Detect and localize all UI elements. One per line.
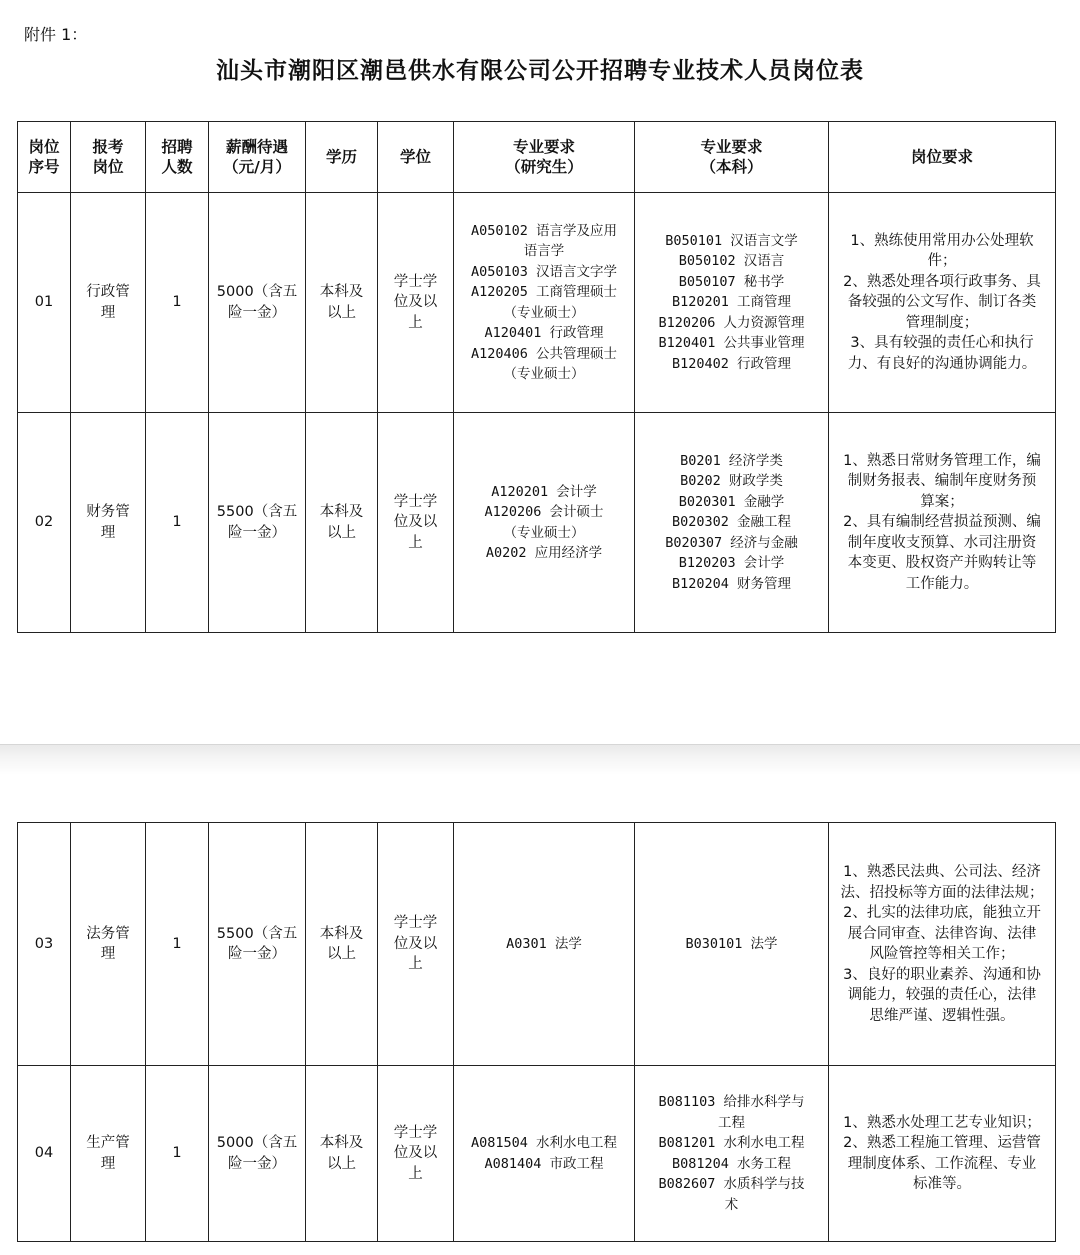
cell-degree: 学士学 位及以 上 bbox=[378, 193, 454, 413]
cell-degree: 学士学 位及以 上 bbox=[378, 823, 454, 1066]
cell-seq: 01 bbox=[18, 193, 71, 413]
header-education: 学历 bbox=[306, 122, 378, 193]
cell-education: 本科及 以上 bbox=[306, 1066, 378, 1242]
cell-count: 1 bbox=[146, 823, 209, 1066]
cell-seq: 04 bbox=[18, 1066, 71, 1242]
header-seq: 岗位 序号 bbox=[18, 122, 71, 193]
cell-count: 1 bbox=[146, 1066, 209, 1242]
cell-major-grad: A050102 语言学及应用 语言学 A050103 汉语言文字学 A120205 工商管理硕士 （专业硕士） A120401 行政管理 A120406 公共管理硕士 （专业硕士） bbox=[454, 193, 635, 413]
cell-salary: 5000（含五 险一金） bbox=[209, 1066, 306, 1242]
attachment-label: 附件 1： bbox=[24, 25, 88, 44]
header-post: 报考 岗位 bbox=[71, 122, 146, 193]
cell-education: 本科及 以上 bbox=[306, 413, 378, 633]
positions-table-part2 bbox=[17, 822, 1056, 1242]
table-row bbox=[18, 413, 1056, 633]
cell-requirements: 1、熟练使用常用办公处理软 件； 2、熟悉处理各项行政事务、具 备较强的公文写作、制订各类 管理制度； 3、具有较强的责任心和执行 力、有良好的沟通协调能力。 bbox=[829, 193, 1056, 413]
cell-salary: 5500（含五 险一金） bbox=[209, 413, 306, 633]
cell-count: 1 bbox=[146, 413, 209, 633]
cell-seq: 03 bbox=[18, 823, 71, 1066]
header-major-grad: 专业要求 （研究生） bbox=[454, 122, 635, 193]
header-salary: 薪酬待遇 （元/月） bbox=[209, 122, 306, 193]
cell-requirements: 1、熟悉水处理工艺专业知识； 2、熟悉工程施工管理、运营管 理制度体系、工作流程、专业 标准等。 bbox=[829, 1066, 1056, 1242]
cell-major-ug: B050101 汉语言文学 B050102 汉语言 B050107 秘书学 B120201 工商管理 B120206 人力资源管理 B120401 公共事业管理 B120402 行政管理 bbox=[635, 193, 829, 413]
header-requirements: 岗位要求 bbox=[829, 122, 1056, 193]
cell-post: 行政管 理 bbox=[71, 193, 146, 413]
cell-major-ug: B030101 法学 bbox=[635, 823, 829, 1066]
cell-major-grad: A0301 法学 bbox=[454, 823, 635, 1066]
cell-major-ug: B0201 经济学类 B0202 财政学类 B020301 金融学 B020302 金融工程 B020307 经济与金融 B120203 会计学 B120204 财务管理 bbox=[635, 413, 829, 633]
cell-seq: 02 bbox=[18, 413, 71, 633]
cell-post: 财务管 理 bbox=[71, 413, 146, 633]
page-title: 汕头市潮阳区潮邑供水有限公司公开招聘专业技术人员岗位表 bbox=[216, 57, 864, 84]
cell-degree: 学士学 位及以 上 bbox=[378, 1066, 454, 1242]
header-major-ug: 专业要求 （本科） bbox=[635, 122, 829, 193]
cell-requirements: 1、熟悉日常财务管理工作，编 制财务报表、编制年度财务预 算案； 2、具有编制经营损益预测、编 制年度收支预算、水司注册资 本变更、股权资产并购转让等 工作能力。 bbox=[829, 413, 1056, 633]
cell-major-grad: A120201 会计学 A120206 会计硕士 （专业硕士） A0202 应用经济学 bbox=[454, 413, 635, 633]
cell-post: 法务管 理 bbox=[71, 823, 146, 1066]
header-degree: 学位 bbox=[378, 122, 454, 193]
table-row bbox=[18, 823, 1056, 1066]
cell-salary: 5000（含五 险一金） bbox=[209, 193, 306, 413]
cell-education: 本科及 以上 bbox=[306, 823, 378, 1066]
page-break bbox=[0, 744, 1080, 775]
cell-requirements: 1、熟悉民法典、公司法、经济 法、招投标等方面的法律法规； 2、扎实的法律功底，能独立开 展合同审查、法律咨询、法律 风险管控等相关工作； 3、良好的职业素养、沟通和协 调能力，较强的责任心，法律 思维严谨、逻辑性强。 bbox=[829, 823, 1056, 1066]
positions-table-part1 bbox=[17, 121, 1056, 633]
cell-major-ug: B081103 给排水科学与 工程 B081201 水利水电工程 B081204 水务工程 B082607 水质科学与技 术 bbox=[635, 1066, 829, 1242]
table-row bbox=[18, 1066, 1056, 1242]
cell-education: 本科及 以上 bbox=[306, 193, 378, 413]
table-header-row bbox=[18, 122, 1056, 193]
cell-post: 生产管 理 bbox=[71, 1066, 146, 1242]
table-row bbox=[18, 193, 1056, 413]
cell-major-grad: A081504 水利水电工程 A081404 市政工程 bbox=[454, 1066, 635, 1242]
cell-salary: 5500（含五 险一金） bbox=[209, 823, 306, 1066]
cell-degree: 学士学 位及以 上 bbox=[378, 413, 454, 633]
cell-count: 1 bbox=[146, 193, 209, 413]
header-count: 招聘 人数 bbox=[146, 122, 209, 193]
